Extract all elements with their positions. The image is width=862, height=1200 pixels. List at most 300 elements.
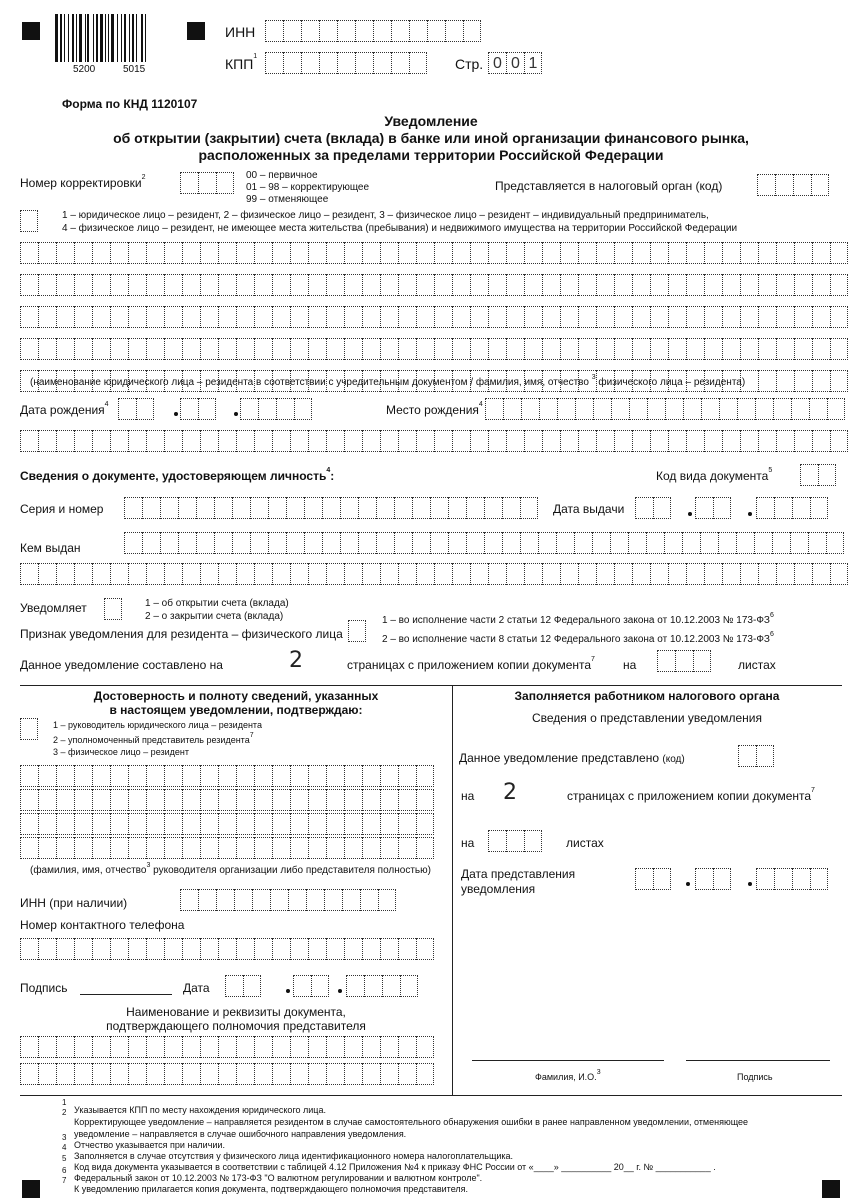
input-cell[interactable] xyxy=(754,532,772,554)
input-cell[interactable] xyxy=(650,338,668,360)
input-cell[interactable] xyxy=(128,338,146,360)
input-cell[interactable] xyxy=(128,563,146,585)
input-cell[interactable] xyxy=(560,430,578,452)
input-cell[interactable] xyxy=(218,306,236,328)
input-cell[interactable] xyxy=(596,338,614,360)
input-cell[interactable] xyxy=(391,20,409,42)
input-cell[interactable] xyxy=(722,274,740,296)
input-cell[interactable] xyxy=(20,813,38,835)
input-cell[interactable] xyxy=(306,889,324,911)
input-cell[interactable] xyxy=(650,306,668,328)
input-cell[interactable] xyxy=(236,1063,254,1085)
input-cell[interactable] xyxy=(268,532,286,554)
input-cell[interactable] xyxy=(254,813,272,835)
input-cell[interactable] xyxy=(236,837,254,859)
input-cell[interactable] xyxy=(214,532,232,554)
input-cell[interactable] xyxy=(254,274,272,296)
input-cell[interactable] xyxy=(308,338,326,360)
input-cell[interactable] xyxy=(794,306,812,328)
input-cell[interactable] xyxy=(362,430,380,452)
input-cell[interactable] xyxy=(416,1063,434,1085)
input-cell[interactable] xyxy=(92,430,110,452)
input-cell[interactable] xyxy=(380,837,398,859)
input-cell[interactable] xyxy=(445,20,463,42)
input-cell[interactable] xyxy=(524,274,542,296)
input-cell[interactable] xyxy=(164,274,182,296)
input-cell[interactable] xyxy=(808,532,826,554)
input-cell[interactable] xyxy=(146,306,164,328)
input-cell[interactable] xyxy=(830,306,848,328)
input-cell[interactable] xyxy=(434,563,452,585)
input-cell[interactable] xyxy=(416,837,434,859)
input-cell[interactable] xyxy=(56,563,74,585)
input-cell[interactable] xyxy=(218,938,236,960)
birth-day-field[interactable] xyxy=(118,398,154,420)
input-cell[interactable] xyxy=(20,789,38,811)
input-cell[interactable] xyxy=(632,242,650,264)
input-cell[interactable] xyxy=(434,338,452,360)
input-cell[interactable] xyxy=(283,52,301,74)
input-cell[interactable] xyxy=(362,938,380,960)
input-cell[interactable] xyxy=(830,242,848,264)
input-cell[interactable] xyxy=(794,563,812,585)
input-cell[interactable] xyxy=(272,274,290,296)
input-cell[interactable] xyxy=(740,338,758,360)
input-cell[interactable] xyxy=(74,306,92,328)
input-cell[interactable] xyxy=(128,1036,146,1058)
input-cell[interactable] xyxy=(470,242,488,264)
input-cell[interactable] xyxy=(92,306,110,328)
input-cell[interactable] xyxy=(578,306,596,328)
input-cell[interactable] xyxy=(308,938,326,960)
input-cell[interactable] xyxy=(794,338,812,360)
input-cell[interactable] xyxy=(38,789,56,811)
input-cell[interactable] xyxy=(488,563,506,585)
input-cell[interactable] xyxy=(614,242,632,264)
input-cell[interactable] xyxy=(164,837,182,859)
input-cell[interactable] xyxy=(110,1036,128,1058)
input-cell[interactable] xyxy=(20,306,38,328)
input-cell[interactable] xyxy=(290,813,308,835)
fio-row-3[interactable] xyxy=(20,813,434,835)
input-cell[interactable] xyxy=(164,765,182,787)
input-cell[interactable] xyxy=(20,765,38,787)
input-cell[interactable] xyxy=(290,338,308,360)
input-cell[interactable] xyxy=(344,1063,362,1085)
input-cell[interactable] xyxy=(668,563,686,585)
input-cell[interactable] xyxy=(542,338,560,360)
input-cell[interactable] xyxy=(92,1036,110,1058)
input-cell[interactable] xyxy=(283,20,301,42)
input-cell[interactable] xyxy=(182,306,200,328)
notify-sign-field[interactable] xyxy=(348,620,366,642)
input-cell[interactable] xyxy=(232,497,250,519)
input-cell[interactable] xyxy=(92,563,110,585)
input-cell[interactable] xyxy=(236,1036,254,1058)
input-cell[interactable] xyxy=(308,242,326,264)
input-cell[interactable] xyxy=(542,563,560,585)
input-cell[interactable] xyxy=(164,242,182,264)
input-cell[interactable] xyxy=(200,430,218,452)
input-cell[interactable] xyxy=(398,563,416,585)
input-cell[interactable] xyxy=(376,532,394,554)
input-cell[interactable] xyxy=(56,813,74,835)
input-cell[interactable] xyxy=(740,274,758,296)
input-cell[interactable] xyxy=(632,430,650,452)
input-cell[interactable] xyxy=(344,813,362,835)
input-cell[interactable] xyxy=(776,242,794,264)
input-cell[interactable] xyxy=(110,430,128,452)
input-cell[interactable] xyxy=(362,1063,380,1085)
input-cell[interactable] xyxy=(200,242,218,264)
input-cell[interactable] xyxy=(56,837,74,859)
input-cell[interactable] xyxy=(380,242,398,264)
input-cell[interactable] xyxy=(216,889,234,911)
input-cell[interactable] xyxy=(719,398,737,420)
input-cell[interactable] xyxy=(128,242,146,264)
pages-value[interactable]: 2 xyxy=(289,648,303,673)
input-cell[interactable] xyxy=(740,306,758,328)
input-cell[interactable] xyxy=(827,398,845,420)
input-cell[interactable] xyxy=(290,765,308,787)
input-cell[interactable] xyxy=(254,242,272,264)
input-cell[interactable] xyxy=(74,938,92,960)
input-cell[interactable] xyxy=(362,1036,380,1058)
input-cell[interactable] xyxy=(128,938,146,960)
officer-year-field[interactable] xyxy=(756,868,828,890)
input-cell[interactable] xyxy=(74,813,92,835)
input-cell[interactable] xyxy=(718,532,736,554)
input-cell[interactable] xyxy=(704,338,722,360)
input-cell[interactable] xyxy=(200,837,218,859)
input-cell[interactable] xyxy=(254,765,272,787)
input-cell[interactable] xyxy=(74,242,92,264)
input-cell[interactable] xyxy=(236,242,254,264)
input-cell[interactable] xyxy=(180,889,198,911)
confirm-month-field[interactable] xyxy=(293,975,329,997)
officer-sheets-field[interactable] xyxy=(488,830,542,852)
fio-row-2[interactable] xyxy=(20,789,434,811)
input-cell[interactable] xyxy=(409,52,427,74)
input-cell[interactable] xyxy=(254,938,272,960)
input-cell[interactable] xyxy=(758,306,776,328)
input-cell[interactable] xyxy=(391,52,409,74)
input-cell[interactable] xyxy=(430,532,448,554)
input-cell[interactable] xyxy=(252,889,270,911)
input-cell[interactable] xyxy=(452,306,470,328)
input-cell[interactable] xyxy=(128,813,146,835)
input-cell[interactable] xyxy=(110,1063,128,1085)
input-cell[interactable] xyxy=(92,837,110,859)
input-cell[interactable] xyxy=(506,306,524,328)
input-cell[interactable] xyxy=(506,563,524,585)
input-cell[interactable] xyxy=(200,938,218,960)
input-cell[interactable] xyxy=(830,370,848,392)
input-cell[interactable] xyxy=(538,532,556,554)
input-cell[interactable] xyxy=(290,274,308,296)
input-cell[interactable] xyxy=(380,813,398,835)
input-cell[interactable] xyxy=(326,765,344,787)
input-cell[interactable] xyxy=(20,563,38,585)
input-cell[interactable] xyxy=(265,20,283,42)
input-cell[interactable] xyxy=(142,532,160,554)
input-cell[interactable] xyxy=(344,563,362,585)
input-cell[interactable] xyxy=(740,242,758,264)
input-cell[interactable] xyxy=(198,889,216,911)
input-cell[interactable] xyxy=(394,532,412,554)
input-cell[interactable] xyxy=(362,242,380,264)
input-cell[interactable] xyxy=(128,765,146,787)
input-cell[interactable] xyxy=(398,1036,416,1058)
input-cell[interactable] xyxy=(557,398,575,420)
input-cell[interactable] xyxy=(380,338,398,360)
input-cell[interactable] xyxy=(74,837,92,859)
input-cell[interactable] xyxy=(632,563,650,585)
input-cell[interactable] xyxy=(380,563,398,585)
input-cell[interactable] xyxy=(830,430,848,452)
input-cell[interactable] xyxy=(502,497,520,519)
input-cell[interactable] xyxy=(614,338,632,360)
input-cell[interactable] xyxy=(290,1063,308,1085)
input-cell[interactable] xyxy=(488,338,506,360)
confirm-day-field[interactable] xyxy=(225,975,261,997)
input-cell[interactable] xyxy=(416,274,434,296)
input-cell[interactable] xyxy=(110,837,128,859)
input-cell[interactable] xyxy=(452,274,470,296)
input-cell[interactable] xyxy=(794,274,812,296)
input-cell[interactable] xyxy=(344,789,362,811)
input-cell[interactable] xyxy=(488,430,506,452)
input-cell[interactable] xyxy=(218,813,236,835)
input-cell[interactable] xyxy=(740,430,758,452)
officer-code-field[interactable] xyxy=(738,745,774,767)
input-cell[interactable] xyxy=(164,789,182,811)
input-cell[interactable] xyxy=(398,274,416,296)
input-cell[interactable] xyxy=(470,563,488,585)
input-cell[interactable] xyxy=(596,563,614,585)
input-cell[interactable] xyxy=(416,765,434,787)
input-cell[interactable] xyxy=(758,370,776,392)
officer-month-field[interactable] xyxy=(695,868,731,890)
input-cell[interactable] xyxy=(56,306,74,328)
input-cell[interactable] xyxy=(178,532,196,554)
input-cell[interactable] xyxy=(200,813,218,835)
input-cell[interactable] xyxy=(92,938,110,960)
input-cell[interactable] xyxy=(272,813,290,835)
input-cell[interactable] xyxy=(398,242,416,264)
input-cell[interactable] xyxy=(74,1036,92,1058)
input-cell[interactable] xyxy=(812,430,830,452)
input-cell[interactable] xyxy=(56,765,74,787)
input-cell[interactable] xyxy=(503,398,521,420)
name-row-3[interactable] xyxy=(20,306,848,328)
input-cell[interactable] xyxy=(110,813,128,835)
input-cell[interactable] xyxy=(776,430,794,452)
input-cell[interactable] xyxy=(409,20,427,42)
input-cell[interactable] xyxy=(560,242,578,264)
input-cell[interactable] xyxy=(344,837,362,859)
input-cell[interactable] xyxy=(56,338,74,360)
input-cell[interactable] xyxy=(755,398,773,420)
input-cell[interactable] xyxy=(326,938,344,960)
input-cell[interactable] xyxy=(290,1036,308,1058)
input-cell[interactable] xyxy=(416,813,434,835)
input-cell[interactable] xyxy=(470,430,488,452)
input-cell[interactable] xyxy=(232,532,250,554)
input-cell[interactable] xyxy=(308,1036,326,1058)
input-cell[interactable] xyxy=(524,430,542,452)
input-cell[interactable] xyxy=(236,813,254,835)
input-cell[interactable] xyxy=(812,242,830,264)
input-cell[interactable] xyxy=(200,338,218,360)
input-cell[interactable] xyxy=(128,306,146,328)
person-type-field[interactable] xyxy=(20,210,38,232)
input-cell[interactable] xyxy=(326,1036,344,1058)
input-cell[interactable] xyxy=(758,338,776,360)
input-cell[interactable] xyxy=(416,338,434,360)
input-cell[interactable] xyxy=(146,813,164,835)
input-cell[interactable] xyxy=(521,398,539,420)
input-cell[interactable] xyxy=(524,242,542,264)
input-cell[interactable] xyxy=(146,1063,164,1085)
input-cell[interactable] xyxy=(362,274,380,296)
input-cell[interactable] xyxy=(466,497,484,519)
input-cell[interactable] xyxy=(142,497,160,519)
input-cell[interactable] xyxy=(452,242,470,264)
input-cell[interactable] xyxy=(38,306,56,328)
input-cell[interactable] xyxy=(614,563,632,585)
input-cell[interactable] xyxy=(578,242,596,264)
input-cell[interactable] xyxy=(524,563,542,585)
input-cell[interactable] xyxy=(182,1036,200,1058)
input-cell[interactable] xyxy=(704,563,722,585)
input-cell[interactable] xyxy=(358,497,376,519)
input-cell[interactable] xyxy=(812,306,830,328)
input-cell[interactable] xyxy=(110,765,128,787)
input-cell[interactable] xyxy=(430,497,448,519)
input-cell[interactable] xyxy=(722,338,740,360)
input-cell[interactable] xyxy=(20,1063,38,1085)
input-cell[interactable] xyxy=(304,497,322,519)
input-cell[interactable] xyxy=(290,563,308,585)
input-cell[interactable] xyxy=(200,765,218,787)
input-cell[interactable] xyxy=(448,497,466,519)
input-cell[interactable] xyxy=(682,532,700,554)
input-cell[interactable] xyxy=(20,274,38,296)
input-cell[interactable] xyxy=(398,306,416,328)
input-cell[interactable] xyxy=(484,532,502,554)
doc-field-2[interactable] xyxy=(20,1063,434,1085)
input-cell[interactable] xyxy=(772,532,790,554)
input-cell[interactable] xyxy=(380,789,398,811)
input-cell[interactable] xyxy=(593,398,611,420)
input-cell[interactable] xyxy=(520,532,538,554)
input-cell[interactable] xyxy=(200,1036,218,1058)
input-cell[interactable] xyxy=(668,430,686,452)
input-cell[interactable] xyxy=(236,938,254,960)
input-cell[interactable] xyxy=(776,274,794,296)
input-cell[interactable] xyxy=(308,430,326,452)
input-cell[interactable] xyxy=(38,563,56,585)
input-cell[interactable] xyxy=(308,1063,326,1085)
input-cell[interactable] xyxy=(272,563,290,585)
input-cell[interactable] xyxy=(110,338,128,360)
input-cell[interactable] xyxy=(686,563,704,585)
input-cell[interactable] xyxy=(452,430,470,452)
input-cell[interactable] xyxy=(380,1063,398,1085)
input-cell[interactable] xyxy=(128,837,146,859)
input-cell[interactable] xyxy=(265,52,283,74)
input-cell[interactable] xyxy=(542,242,560,264)
input-cell[interactable] xyxy=(704,306,722,328)
fio-row-4[interactable] xyxy=(20,837,434,859)
correction-number-field[interactable] xyxy=(180,172,234,194)
input-cell[interactable] xyxy=(380,1036,398,1058)
input-cell[interactable] xyxy=(56,242,74,264)
input-cell[interactable] xyxy=(182,563,200,585)
input-cell[interactable] xyxy=(686,306,704,328)
input-cell[interactable] xyxy=(146,1036,164,1058)
input-cell[interactable] xyxy=(308,789,326,811)
input-cell[interactable] xyxy=(308,837,326,859)
input-cell[interactable] xyxy=(128,430,146,452)
input-cell[interactable] xyxy=(236,789,254,811)
input-cell[interactable] xyxy=(182,765,200,787)
input-cell[interactable] xyxy=(596,306,614,328)
input-cell[interactable] xyxy=(304,532,322,554)
input-cell[interactable] xyxy=(290,306,308,328)
input-cell[interactable] xyxy=(701,398,719,420)
input-cell[interactable] xyxy=(398,338,416,360)
confirm-role-field[interactable] xyxy=(20,718,38,740)
input-cell[interactable] xyxy=(466,532,484,554)
input-cell[interactable] xyxy=(146,563,164,585)
input-cell[interactable] xyxy=(290,938,308,960)
confirm-year-field[interactable] xyxy=(346,975,418,997)
input-cell[interactable] xyxy=(362,789,380,811)
input-cell[interactable] xyxy=(434,306,452,328)
input-cell[interactable] xyxy=(668,338,686,360)
input-cell[interactable] xyxy=(506,242,524,264)
input-cell[interactable] xyxy=(344,430,362,452)
signature-line[interactable] xyxy=(80,994,172,995)
input-cell[interactable] xyxy=(337,20,355,42)
input-cell[interactable] xyxy=(56,274,74,296)
input-cell[interactable] xyxy=(182,242,200,264)
input-cell[interactable] xyxy=(664,532,682,554)
input-cell[interactable] xyxy=(164,938,182,960)
officer-pages-value[interactable]: 2 xyxy=(503,780,517,805)
input-cell[interactable] xyxy=(412,497,430,519)
input-cell[interactable] xyxy=(272,306,290,328)
issue-day-field[interactable] xyxy=(635,497,671,519)
input-cell[interactable] xyxy=(380,430,398,452)
input-cell[interactable] xyxy=(326,338,344,360)
input-cell[interactable] xyxy=(236,563,254,585)
input-cell[interactable] xyxy=(358,532,376,554)
input-cell[interactable] xyxy=(560,563,578,585)
input-cell[interactable] xyxy=(20,430,38,452)
input-cell[interactable] xyxy=(250,532,268,554)
input-cell[interactable] xyxy=(378,889,396,911)
input-cell[interactable] xyxy=(628,532,646,554)
input-cell[interactable] xyxy=(340,497,358,519)
input-cell[interactable] xyxy=(288,889,306,911)
input-cell[interactable] xyxy=(398,837,416,859)
input-cell[interactable] xyxy=(484,497,502,519)
input-cell[interactable] xyxy=(254,1063,272,1085)
birth-place-field-1[interactable] xyxy=(485,398,845,420)
